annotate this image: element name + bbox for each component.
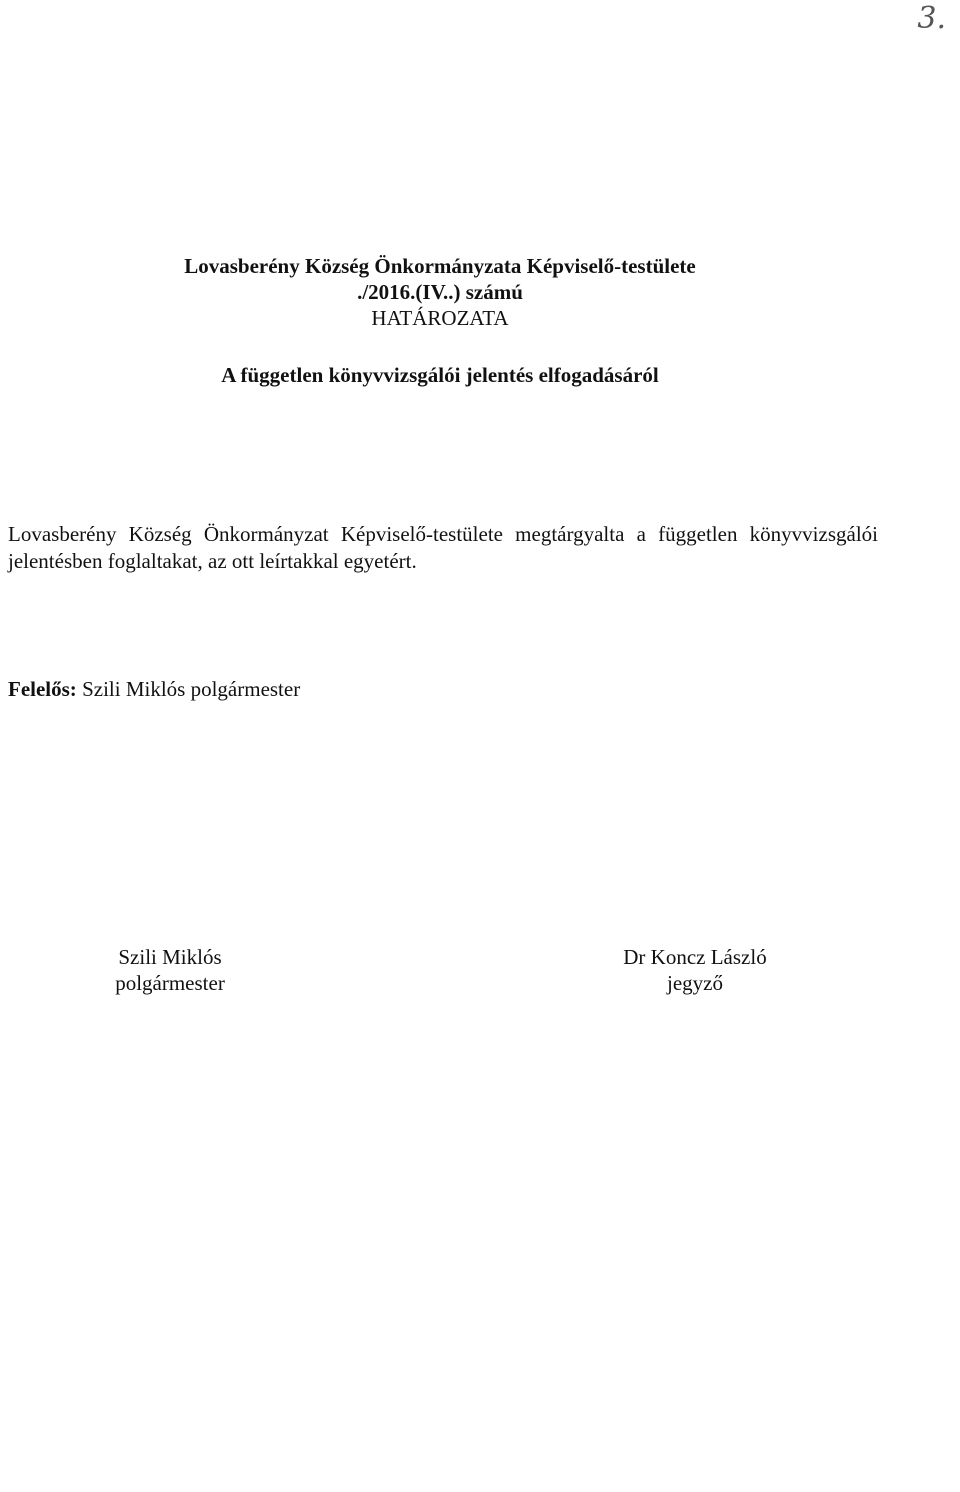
resolution-body: Lovasberény Község Önkormányzat Képviselő-testülete megtárgyalta a független könyvvizsgálói jelentésben foglaltakat, az ott leírtakkal egyetért. — [8, 522, 878, 573]
page-number: 3. — [917, 1, 946, 36]
responsible-label: Felelős: — [8, 677, 77, 701]
resolution-header — [0, 253, 880, 331]
signature-name: Dr Koncz László — [623, 945, 767, 969]
responsible-line — [8, 677, 300, 702]
council-name: Lovasberény Község Önkormányzata Képviselő-testülete — [184, 254, 696, 278]
signature-name: Szili Miklós — [118, 945, 222, 969]
responsible-value: Szili Miklós polgármester — [82, 677, 301, 701]
signature-title: jegyző — [667, 971, 723, 995]
signature-notary — [600, 944, 790, 996]
signature-mayor — [90, 944, 250, 996]
signature-title: polgármester — [115, 971, 225, 995]
resolution-subject: A független könyvvizsgálói jelentés elfogadásáról — [221, 363, 659, 387]
document-type: HATÁROZATA — [371, 306, 509, 330]
resolution-number: ./2016.(IV..) számú — [357, 280, 523, 304]
